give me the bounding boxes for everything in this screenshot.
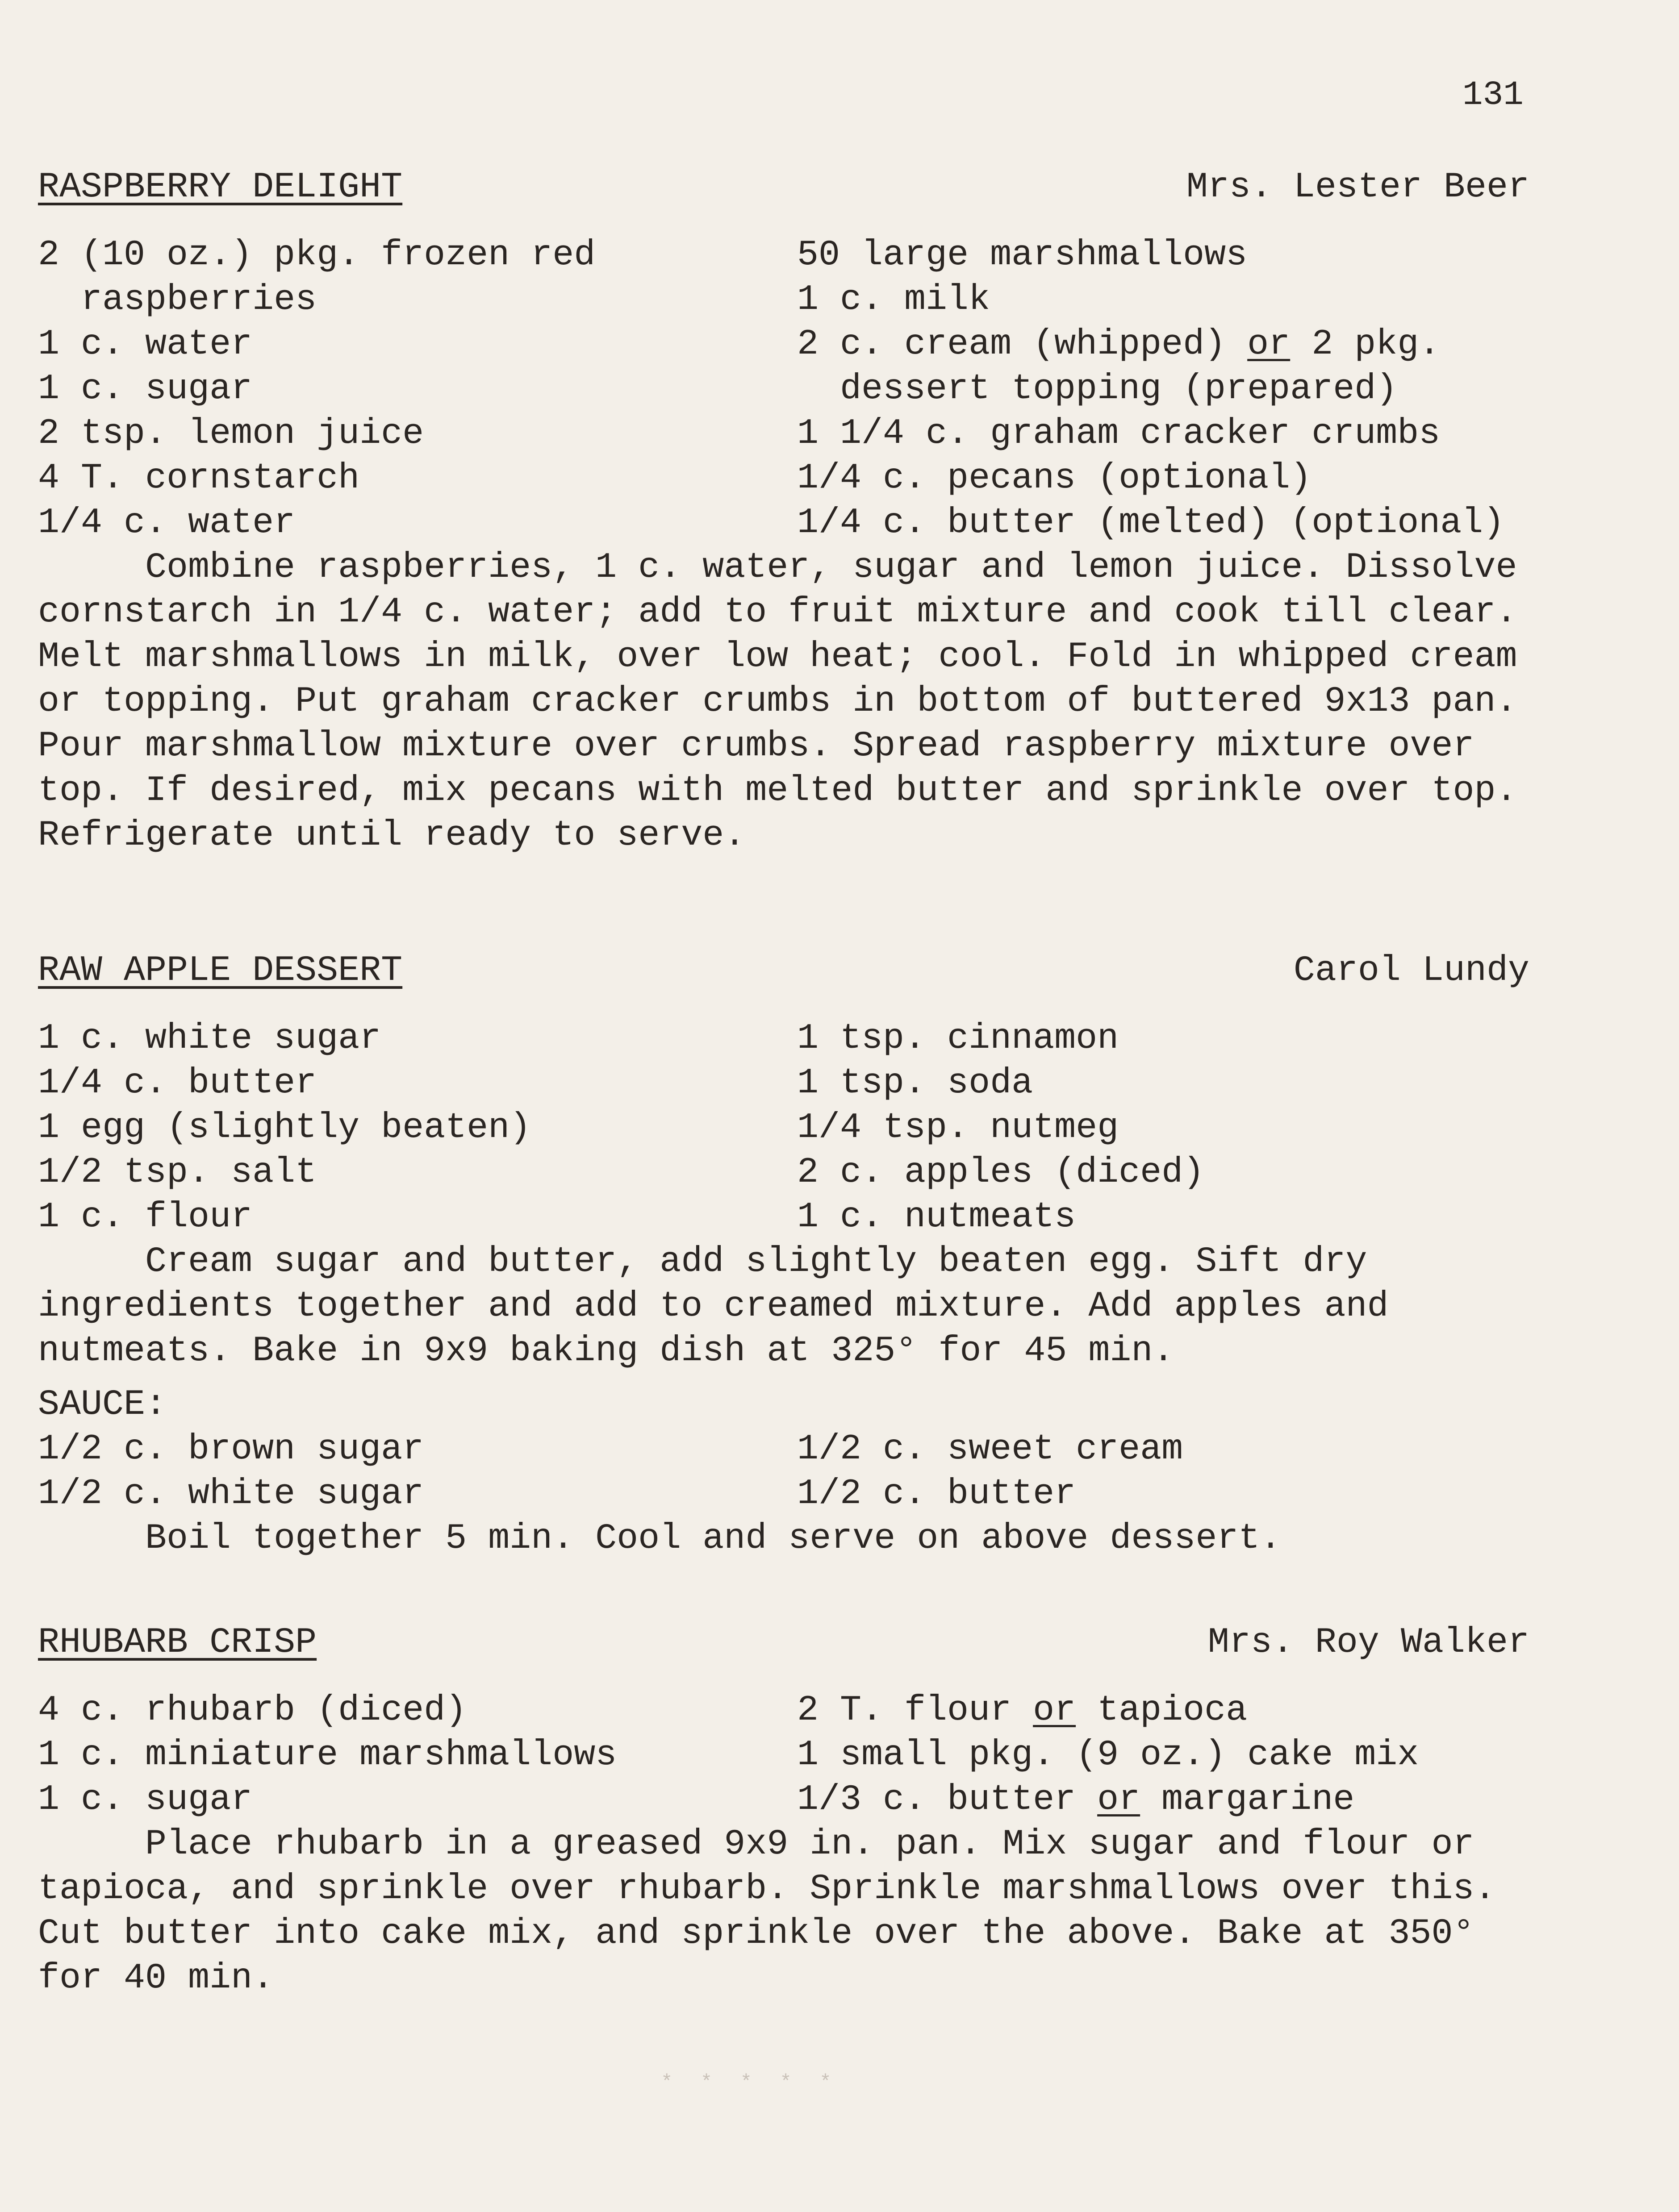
ingredient: 1 c. sugar (38, 369, 253, 409)
ingredient: 1/2 c. butter (797, 1474, 1076, 1514)
recipe-raspberry-delight (38, 165, 1529, 858)
ingredient: 1/4 c. butter (38, 1063, 317, 1104)
ingredient: 2 c. cream (whipped) or 2 pkg. (797, 324, 1441, 365)
page-number: 131 (1462, 76, 1524, 114)
ingredient: 2 T. flour or tapioca (797, 1690, 1248, 1731)
recipe-rhubarb-crisp (38, 1620, 1529, 2001)
ingredient: 1/2 c. sweet cream (797, 1429, 1183, 1470)
recipe-raw-apple-dessert (38, 949, 1529, 1561)
footer-ornament: * * * * * (661, 2071, 840, 2094)
ingredient: 4 c. rhubarb (diced) (38, 1690, 467, 1731)
ingredient: raspberries (38, 279, 317, 320)
ingredient-row (38, 1195, 1529, 1240)
recipe-directions: Combine raspberries, 1 c. water, sugar and lemon juice. Dissolve cornstarch in 1/4 c. water; add to fruit mixture and cook till clear. Melt marshmallows in milk, over low heat; cool. Fold in whipped cream or topping. Put graham cracker crumbs in bottom of buttered 9x13 pan. Pour marshmallow mixture over crumbs. Spread raspberry mixture over top. If desired, mix pecans with melted butter and sprinkle over top. Refrigerate until ready to serve. (38, 547, 1517, 856)
ingredient: 1 small pkg. (9 oz.) cake mix (797, 1735, 1419, 1775)
sauce-label: SAUCE: (38, 1384, 167, 1425)
ingredient: dessert topping (prepared) (797, 369, 1398, 409)
ingredient: 1 c. white sugar (38, 1018, 381, 1059)
ingredient: 1/2 c. white sugar (38, 1474, 424, 1514)
ingredient-row (38, 1427, 1529, 1472)
ingredient-row (38, 1016, 1529, 1061)
recipe-header (38, 1620, 1529, 1665)
ingredient: 1 c. flour (38, 1197, 253, 1237)
ingredient: 1 tsp. cinnamon (797, 1018, 1119, 1059)
ingredient-row (38, 233, 1529, 278)
ingredient-row (38, 412, 1529, 456)
ingredient-row (38, 1688, 1529, 1733)
ingredient: 1 1/4 c. graham cracker crumbs (797, 413, 1441, 454)
ingredient: 1 c. water (38, 324, 253, 365)
underlined-or: or (1033, 1690, 1076, 1731)
ingredient: 1/2 c. brown sugar (38, 1429, 424, 1470)
recipe-title: RAW APPLE DESSERT (38, 950, 403, 991)
underlined-or: or (1247, 324, 1291, 365)
ingredient-row (38, 1106, 1529, 1150)
ingredient: 4 T. cornstarch (38, 458, 360, 499)
recipe-author: Carol Lundy (1293, 950, 1529, 991)
ingredient-row (38, 367, 1529, 412)
ingredient: 1 c. sugar (38, 1779, 253, 1820)
recipe-author: Mrs. Lester Beer (1186, 167, 1529, 208)
recipe-title: RHUBARB CRISP (38, 1622, 317, 1663)
ingredient-row (38, 1733, 1529, 1778)
recipe-header (38, 165, 1529, 210)
ingredient-row (38, 278, 1529, 322)
ingredient-row (38, 1472, 1529, 1516)
ingredient: 2 (10 oz.) pkg. frozen red (38, 235, 596, 275)
underlined-or: or (1097, 1779, 1140, 1820)
ingredient: 1 c. nutmeats (797, 1197, 1076, 1237)
recipe-directions: Place rhubarb in a greased 9x9 in. pan. Mix sugar and flour or tapioca, and sprinkle over rhubarb. Sprinkle marshmallows over this. Cut butter into cake mix, and sprinkle over the above. Bake at 350° for 40 min. (38, 1824, 1496, 1999)
ingredient-row (38, 1061, 1529, 1106)
recipe-directions: Cream sugar and butter, add slightly beaten egg. Sift dry ingredients together and add to creamed mixture. Add apples and nutmeats. Bake in 9x9 baking dish at 325° for 45 min. (38, 1241, 1389, 1371)
ingredient: 1 egg (slightly beaten) (38, 1108, 531, 1148)
recipe-title: RASPBERRY DELIGHT (38, 167, 403, 208)
ingredient: 1/4 tsp. nutmeg (797, 1108, 1119, 1148)
ingredient-row (38, 501, 1529, 546)
ingredient: 1/4 c. pecans (optional) (797, 458, 1312, 499)
ingredient-row (38, 322, 1529, 367)
sauce-directions: Boil together 5 min. Cool and serve on above dessert. (145, 1518, 1282, 1559)
recipe-author: Mrs. Roy Walker (1207, 1622, 1529, 1663)
ingredient: 1/4 c. butter (melted) (optional) (797, 503, 1505, 543)
recipe-header (38, 949, 1529, 993)
ingredient-row (38, 1150, 1529, 1195)
ingredient: 2 tsp. lemon juice (38, 413, 424, 454)
ingredient-row (38, 456, 1529, 501)
ingredient: 1/4 c. water (38, 503, 296, 543)
ingredient: 1 c. milk (797, 279, 990, 320)
ingredient: 1/3 c. butter or margarine (797, 1779, 1355, 1820)
ingredient-row (38, 1778, 1529, 1822)
ingredient: 50 large marshmallows (797, 235, 1248, 275)
ingredient: 1 c. miniature marshmallows (38, 1735, 617, 1775)
ingredient: 1/2 tsp. salt (38, 1152, 317, 1193)
ingredient: 1 tsp. soda (797, 1063, 1033, 1104)
ingredient: 2 c. apples (diced) (797, 1152, 1205, 1193)
